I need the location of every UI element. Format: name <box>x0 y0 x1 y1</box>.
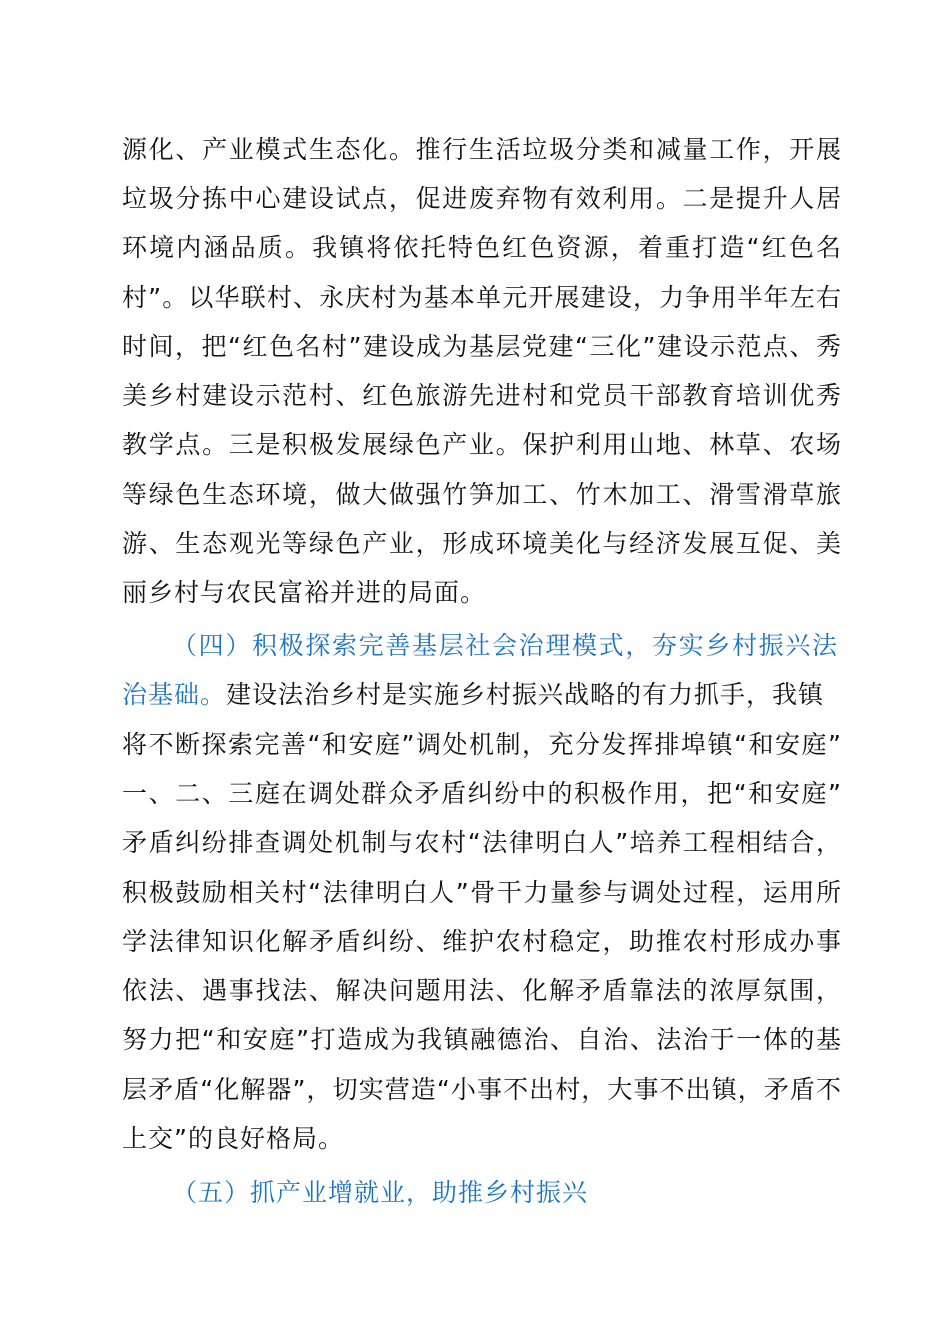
section-heading-four-continued: 治基础。 <box>122 680 227 709</box>
text-line: 上交”的良好格局。 <box>122 1124 344 1153</box>
section-heading-five: （五）抓产业增就业，助推乡村振兴 <box>172 1178 589 1207</box>
text-line: 等绿色生态环境，做大做强竹笋加工、竹木加工、滑雪滑草旅 <box>122 480 842 509</box>
text-line: 依法、遇事找法、解决问题用法、化解矛盾靠法的浓厚氛围， <box>122 976 842 1005</box>
text-line: 教学点。三是积极发展绿色产业。保护利用山地、林草、农场 <box>122 430 842 459</box>
text-line: 村”。以华联村、永庆村为基本单元开展建设，力争用半年左右 <box>122 283 842 312</box>
text-line: 一、二、三庭在调处群众矛盾纠纷中的积极作用，把“和安庭” <box>122 779 842 808</box>
text-line: 层矛盾“化解器”，切实营造“小事不出村，大事不出镇，矛盾不 <box>122 1075 842 1104</box>
text-line: 矛盾纠纷排查调处机制与农村“法律明白人”培养工程相结合， <box>122 828 842 857</box>
text-line: 美乡村建设示范村、红色旅游先进村和党员干部教育培训优秀 <box>122 381 842 410</box>
section-four-line <box>122 680 842 710</box>
section-four-text: 建设法治乡村是实施乡村振兴战略的有力抓手，我镇 <box>226 680 825 709</box>
text-line: 环境内涵品质。我镇将依托特色红色资源，着重打造“红色名 <box>122 233 842 262</box>
text-line: 努力把“和安庭”打造成为我镇融德治、自治、法治于一体的基 <box>122 1025 842 1054</box>
text-line: 丽乡村与农民富裕并进的局面。 <box>122 578 487 607</box>
text-line: 游、生态观光等绿色产业，形成环境美化与经济发展互促、美 <box>122 529 842 558</box>
text-line: 学法律知识化解矛盾纠纷、维护农村稳定，助推农村形成办事 <box>122 927 842 956</box>
text-line: 垃圾分拣中心建设试点，促进废弃物有效利用。二是提升人居 <box>122 184 842 213</box>
section-heading-four: （四）积极探索完善基层社会治理模式，夯实乡村振兴法 <box>172 631 838 660</box>
text-line: 将不断探索完善“和安庭”调处机制，充分发挥排埠镇“和安庭” <box>122 730 842 759</box>
text-line: 源化、产业模式生态化。推行生活垃圾分类和减量工作，开展 <box>122 135 842 164</box>
text-line: 时间，把“红色名村”建设成为基层党建“三化”建设示范点、秀 <box>122 332 842 361</box>
text-line: 积极鼓励相关村“法律明白人”骨干力量参与调处过程，运用所 <box>122 878 842 907</box>
